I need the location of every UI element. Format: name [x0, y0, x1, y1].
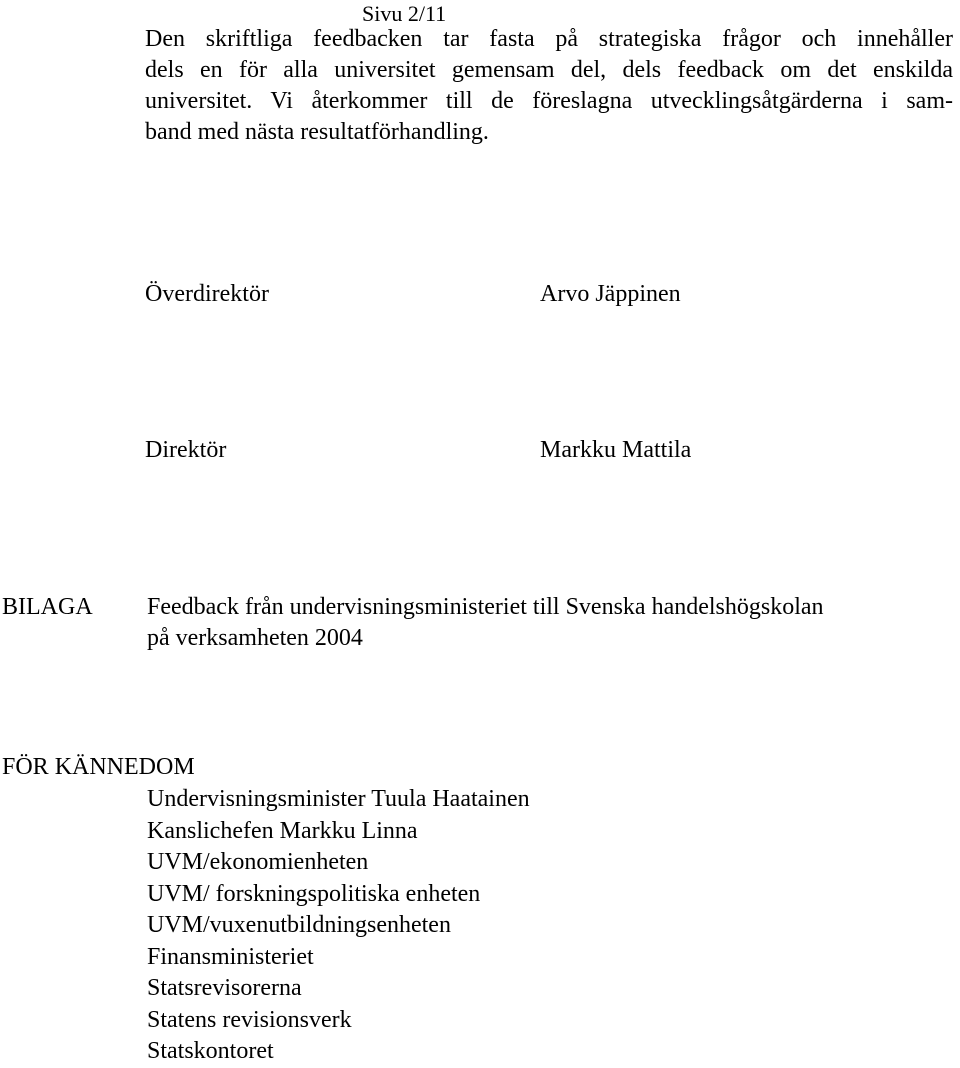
- recipient-item: Statens revisionsverk: [147, 1006, 352, 1033]
- attachment-line: Feedback från undervisningsministeriet till Svenska handelshögskolan: [147, 594, 824, 620]
- attachment-description: [147, 592, 824, 654]
- recipient-item: Finansministeriet: [147, 943, 314, 970]
- intro-line: dels en för alla universitet gemensam del, dels feedback om det enskilda: [145, 57, 953, 83]
- recipient-item: Undervisningsminister Tuula Haatainen: [147, 786, 530, 812]
- recipient-item: UVM/ekonomienheten: [147, 849, 369, 875]
- recipient-item: Kanslichefen Markku Linna: [147, 817, 418, 844]
- attachment-line: på verksamheten 2004: [147, 625, 363, 651]
- recipient-item: Statskontoret: [147, 1038, 274, 1064]
- page-number: Sivu 2/11: [362, 1, 447, 26]
- recipient-item: UVM/ forskningspolitiska enheten: [147, 880, 481, 907]
- intro-line: universitet. Vi återkommer till de föreslagna utvecklingsåtgärderna i sam-: [145, 88, 953, 114]
- signature-name: Markku Mattila: [540, 437, 692, 463]
- signature-title: Direktör: [145, 437, 227, 463]
- recipient-item: UVM/vuxenutbildningsenheten: [147, 912, 451, 938]
- for-information-heading: FÖR KÄNNEDOM: [2, 754, 195, 780]
- recipient-item: Statsrevisorerna: [147, 975, 302, 1001]
- signature-name: Arvo Jäppinen: [540, 281, 681, 307]
- intro-paragraph: [145, 24, 953, 148]
- intro-line: band med nästa resultatförhandling.: [145, 119, 489, 145]
- intro-line: Den skriftliga feedbacken tar fasta på strategiska frågor och innehåller: [145, 26, 953, 52]
- attachment-label: BILAGA: [2, 594, 93, 620]
- recipient-list: [147, 784, 530, 1068]
- signature-title: Överdirektör: [145, 281, 269, 307]
